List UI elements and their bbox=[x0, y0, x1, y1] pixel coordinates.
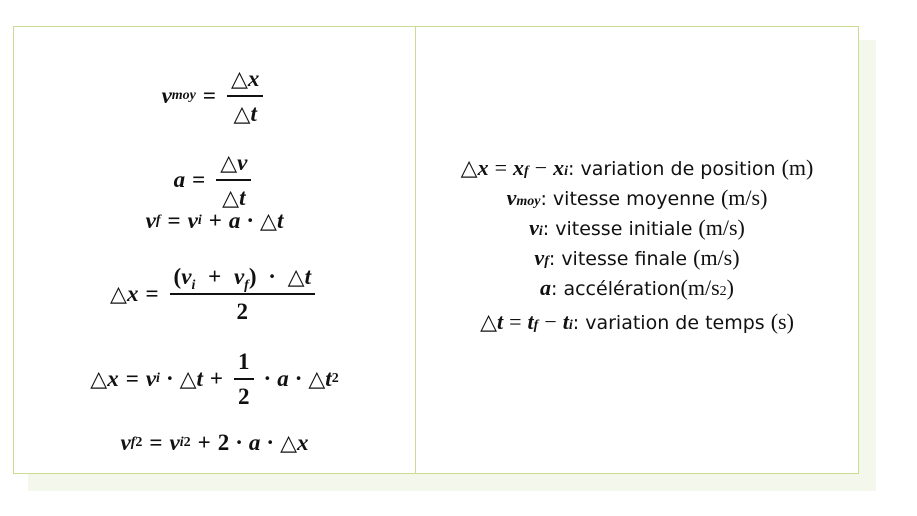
var-v: v bbox=[233, 264, 245, 289]
formula-displacement-average bbox=[14, 265, 415, 323]
definition-unit: (s) bbox=[770, 309, 794, 334]
var-v: v bbox=[529, 215, 539, 240]
equals: = bbox=[202, 83, 216, 109]
var-t: t bbox=[250, 100, 257, 126]
plus: + bbox=[208, 264, 222, 289]
definition-vmoy: v moy : vitesse moyenne (m/s) bbox=[506, 185, 768, 210]
definitions-list bbox=[416, 155, 858, 339]
sub-f: f bbox=[244, 278, 249, 293]
delta: △ bbox=[90, 365, 108, 391]
definition-label: vitesse finale bbox=[561, 248, 688, 270]
var-a: a bbox=[228, 208, 241, 233]
formula-velocity-squared: v f 2 = v i 2 + 2 · a · △ x bbox=[120, 429, 309, 455]
equals: = bbox=[145, 281, 159, 307]
formula-average-velocity: v moy = $\frac{\triangle x}{\triangle t}$ bbox=[14, 67, 415, 125]
var-v: v bbox=[145, 366, 157, 392]
definition-label: variation de position bbox=[580, 158, 776, 180]
var-v: v bbox=[145, 208, 156, 233]
equals: = bbox=[494, 155, 508, 180]
delta: △ bbox=[220, 150, 238, 175]
sub-i: i bbox=[191, 278, 196, 293]
var-a: a bbox=[277, 366, 289, 392]
var-v: v bbox=[169, 430, 180, 455]
delta: △ bbox=[287, 264, 305, 289]
definition-unit: (m) bbox=[781, 155, 814, 180]
var-a: a bbox=[173, 167, 186, 193]
var-x: x bbox=[247, 66, 260, 91]
var-x: x bbox=[513, 155, 525, 180]
delta: △ bbox=[110, 280, 127, 306]
formula-final-velocity: v f = v i + a · △ t bbox=[145, 207, 284, 233]
var-t: t bbox=[196, 366, 203, 392]
delta: △ bbox=[231, 66, 248, 91]
minus: − bbox=[534, 155, 548, 180]
dot: · bbox=[235, 430, 243, 455]
delta: △ bbox=[280, 429, 297, 455]
delta: △ bbox=[222, 184, 240, 210]
delta: △ bbox=[480, 309, 497, 334]
definition-a: a : accélération (m/s 2 ) bbox=[540, 275, 734, 300]
dot: · bbox=[268, 264, 276, 289]
definition-vf: v f : vitesse finale (m/s) bbox=[534, 245, 740, 270]
plus: + bbox=[209, 366, 224, 392]
fraction bbox=[216, 151, 251, 209]
number-two: 2 bbox=[217, 430, 230, 455]
paren-open: ( bbox=[173, 264, 182, 289]
paren-close: ) bbox=[248, 264, 257, 289]
formula-acceleration bbox=[14, 151, 415, 209]
equals: = bbox=[509, 309, 522, 334]
fraction bbox=[170, 265, 315, 323]
definitions-column bbox=[416, 27, 858, 473]
plus: + bbox=[208, 208, 222, 233]
number-two: 2 bbox=[236, 298, 249, 324]
fraction bbox=[234, 350, 254, 408]
var-t: t bbox=[325, 366, 332, 392]
var-t: t bbox=[527, 309, 534, 334]
number-one: 1 bbox=[238, 349, 250, 374]
var-t: t bbox=[562, 309, 569, 334]
dot: · bbox=[246, 208, 255, 233]
var-v: v bbox=[187, 208, 198, 233]
dot: · bbox=[263, 366, 272, 392]
minus: − bbox=[544, 309, 557, 334]
var-x: x bbox=[296, 430, 309, 455]
delta: △ bbox=[460, 155, 478, 180]
equals: = bbox=[167, 208, 181, 233]
definition-unit: (m/s bbox=[680, 275, 720, 300]
var-a: a bbox=[248, 430, 261, 455]
dot: · bbox=[294, 366, 303, 392]
delta: △ bbox=[308, 365, 326, 391]
formula-card bbox=[13, 26, 859, 474]
definition-unit: (m/s) bbox=[698, 215, 745, 240]
var-t: t bbox=[304, 264, 311, 289]
var-t: t bbox=[276, 208, 284, 233]
var-t: t bbox=[239, 184, 246, 210]
definition-label: variation de temps bbox=[585, 312, 765, 334]
plus: + bbox=[197, 430, 211, 455]
equals: = bbox=[149, 430, 163, 455]
formulas-column bbox=[14, 27, 416, 473]
formula-displacement-accel: △ x = v i · △ t + $\frac{1}{2}$ · a · △ t 2 bbox=[90, 349, 339, 409]
unit-close: ) bbox=[726, 275, 734, 300]
var-x: x bbox=[107, 366, 119, 392]
definition-unit: (m/s) bbox=[693, 245, 740, 270]
equals: = bbox=[125, 366, 139, 392]
var-t: t bbox=[497, 309, 504, 334]
definition-label: accélération bbox=[563, 278, 681, 300]
fraction bbox=[227, 67, 263, 125]
var-a: a bbox=[540, 275, 552, 300]
var-v: v bbox=[120, 430, 131, 455]
delta: △ bbox=[260, 207, 277, 233]
var-v: v bbox=[237, 150, 248, 175]
definition-vi: v i : vitesse initiale (m/s) bbox=[529, 215, 745, 240]
definition-label: vitesse moyenne bbox=[552, 188, 715, 210]
definition-unit: (m/s) bbox=[720, 185, 768, 210]
dot: · bbox=[266, 430, 275, 455]
dot: · bbox=[165, 366, 174, 392]
var-v: v bbox=[506, 185, 517, 210]
delta: △ bbox=[179, 365, 197, 391]
definition-label: vitesse initiale bbox=[555, 218, 693, 240]
definition-delta-x: △ x = x f − x i : variation de position (m) bbox=[460, 155, 814, 180]
definition-delta-t: △ t = t f − t i : variation de temps (s) bbox=[480, 309, 794, 334]
var-v: v bbox=[534, 245, 545, 270]
number-two: 2 bbox=[238, 383, 250, 409]
var-v: v bbox=[161, 83, 172, 109]
var-x: x bbox=[477, 155, 489, 180]
delta: △ bbox=[233, 100, 251, 126]
var-v: v bbox=[181, 264, 192, 289]
var-x: x bbox=[126, 281, 139, 307]
equals: = bbox=[192, 167, 206, 193]
var-x: x bbox=[553, 155, 565, 180]
